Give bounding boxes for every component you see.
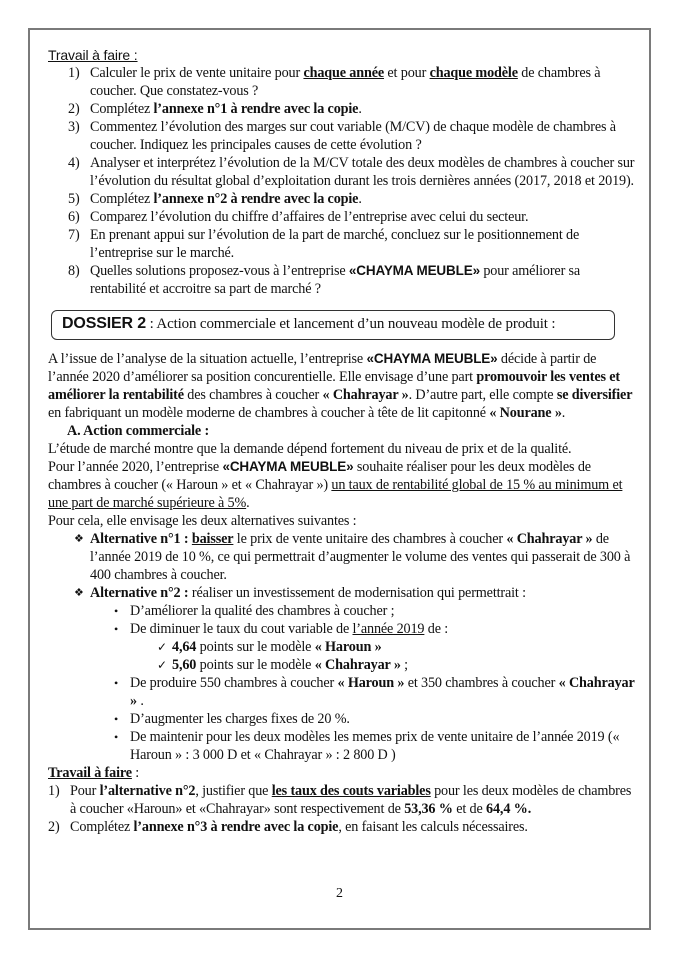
diamond-bullet-icon: ❖ (74, 533, 84, 545)
section2-heading: Travail à faire : (48, 765, 140, 781)
task-item-1: 1) Calculer le prix de vente unitaire pour chaque année et pour chaque modèle de chambres à coucher. Que constatez-vous ? (68, 65, 601, 99)
alt2-check-2: ✓ 5,60 points sur le modèle « Chahrayar » ; (157, 657, 408, 673)
bullet-dot-icon: • (114, 712, 119, 726)
checkmark-icon: ✓ (157, 640, 167, 654)
task-item-3: 3) Commentez l’évolution des marges sur cout variable (M/CV) de chaque modèle de chambres à coucher. Indiquez les principales causes de cette évolution ? (68, 119, 616, 153)
alt2-check-1: ✓ 4,64 points sur le modèle « Haroun » (157, 639, 382, 655)
page-number: 2 (336, 886, 343, 901)
task-item-6: 6) Comparez l’évolution du chiffre d’affaires de l’entreprise avec celui du secteur. (68, 209, 529, 225)
bullet-dot-icon: • (114, 622, 119, 636)
task-item-8: 8) Quelles solutions proposez-vous à l’entreprise «CHAYMA MEUBLE» pour améliorer sa rentabilité et accroitre sa part de marché ? (68, 263, 581, 297)
section-a-heading: A. Action commerciale : (67, 423, 210, 439)
bullet-dot-icon: • (114, 676, 119, 690)
task-item-5: 5) Complétez l’annexe n°2 à rendre avec la copie. (68, 191, 362, 207)
section1-heading: Travail à faire : (48, 47, 138, 63)
dossier2-label: DOSSIER 2 (62, 315, 147, 332)
alt2-bullet-1: • D’améliorer la qualité des chambres à coucher ; (114, 603, 395, 619)
section1-task-list (48, 64, 638, 298)
bullet-dot-icon: • (114, 604, 119, 618)
alt2-bullet-5: • De maintenir pour les deux modèles les memes prix de vente unitaire de l’année 2019 (« Haroun » : 3 000 D et « Chahrayar » : 2 800 D ) (114, 729, 620, 763)
dossier2-title-box (51, 310, 615, 340)
document-body (48, 44, 638, 836)
task-item-2: 2) Complétez l’annexe n°1 à rendre avec la copie. (68, 101, 362, 117)
task-item-7: 7) En prenant appui sur l’évolution de la part de marché, concluez sur le positionnement de l’entreprise sur le marché. (68, 227, 580, 261)
alternative-1: ❖ Alternative n°1 : baisser le prix de vente unitaire des chambres à coucher « Chahrayar » de l’année 2019 de 10 %, ce qui permettrait d’augmenter le volume des ventes qui passerait de 300 à 400 chambres à coucher. (74, 531, 631, 583)
task2-item-1: 1) Pour l’alternative n°2, justifier que les taux des couts variables pour les deux modèles de chambres à coucher «Haroun» et «Chahrayar» sont respectivement de 53,36 % et de 64,4 %. (48, 783, 632, 817)
section-a-paragraph-2: Pour l’année 2020, l’entreprise «CHAYMA MEUBLE» souhaite réaliser pour les deux modèles de chambres à coucher (« Haroun » et « Chahrayar ») un taux de rentabilité global de 15 % au minimum et une part de marché supérieure à 5%. (48, 459, 623, 511)
alternative-2: ❖ Alternative n°2 : réaliser un investissement de modernisation qui permettrait : (74, 585, 526, 601)
alt2-bullet-4: • D’augmenter les charges fixes de 20 %. (114, 711, 350, 727)
alt2-bullet-2: • De diminuer le taux du cout variable de l’année 2019 de : (114, 621, 449, 637)
bullet-dot-icon: • (114, 730, 119, 744)
section-a-paragraph-1: L’étude de marché montre que la demande dépend fortement du niveau de prix et de la qualité. (48, 441, 572, 457)
checkmark-icon: ✓ (157, 658, 167, 672)
intro-paragraph: A l’issue de l’analyse de la situation actuelle, l’entreprise «CHAYMA MEUBLE» décide à partir de l’année 2020 d’améliorer sa position concurentielle. Elle envisage d’une part promouvoir les ventes et améliorer la rentabilité des chambres à coucher « Chahrayar ». D’autre part, elle compte se diversifier en fabriquant un modèle moderne de chambres à coucher à tête de lit capitonné « Nourane ». (48, 351, 633, 421)
alt2-bullet-3: • De produire 550 chambres à coucher « Haroun » et 350 chambres à coucher « Chahrayar » . (114, 675, 635, 709)
section-a-paragraph-3: Pour cela, elle envisage les deux alternatives suivantes : (48, 513, 357, 529)
diamond-bullet-icon: ❖ (74, 587, 84, 599)
dossier2-title: : Action commerciale et lancement d’un nouveau modèle de produit : (146, 316, 556, 332)
section2-task-list (48, 782, 638, 836)
task2-item-2: 2) Complétez l’annexe n°3 à rendre avec la copie, en faisant les calculs nécessaires. (48, 819, 528, 835)
task-item-4: 4) Analyser et interprétez l’évolution de la M/CV totale des deux modèles de chambres à coucher sur l’évolution du résultat global d’exploitation durant les trois dernières années (2017, 2018 et 2019). (68, 155, 635, 189)
